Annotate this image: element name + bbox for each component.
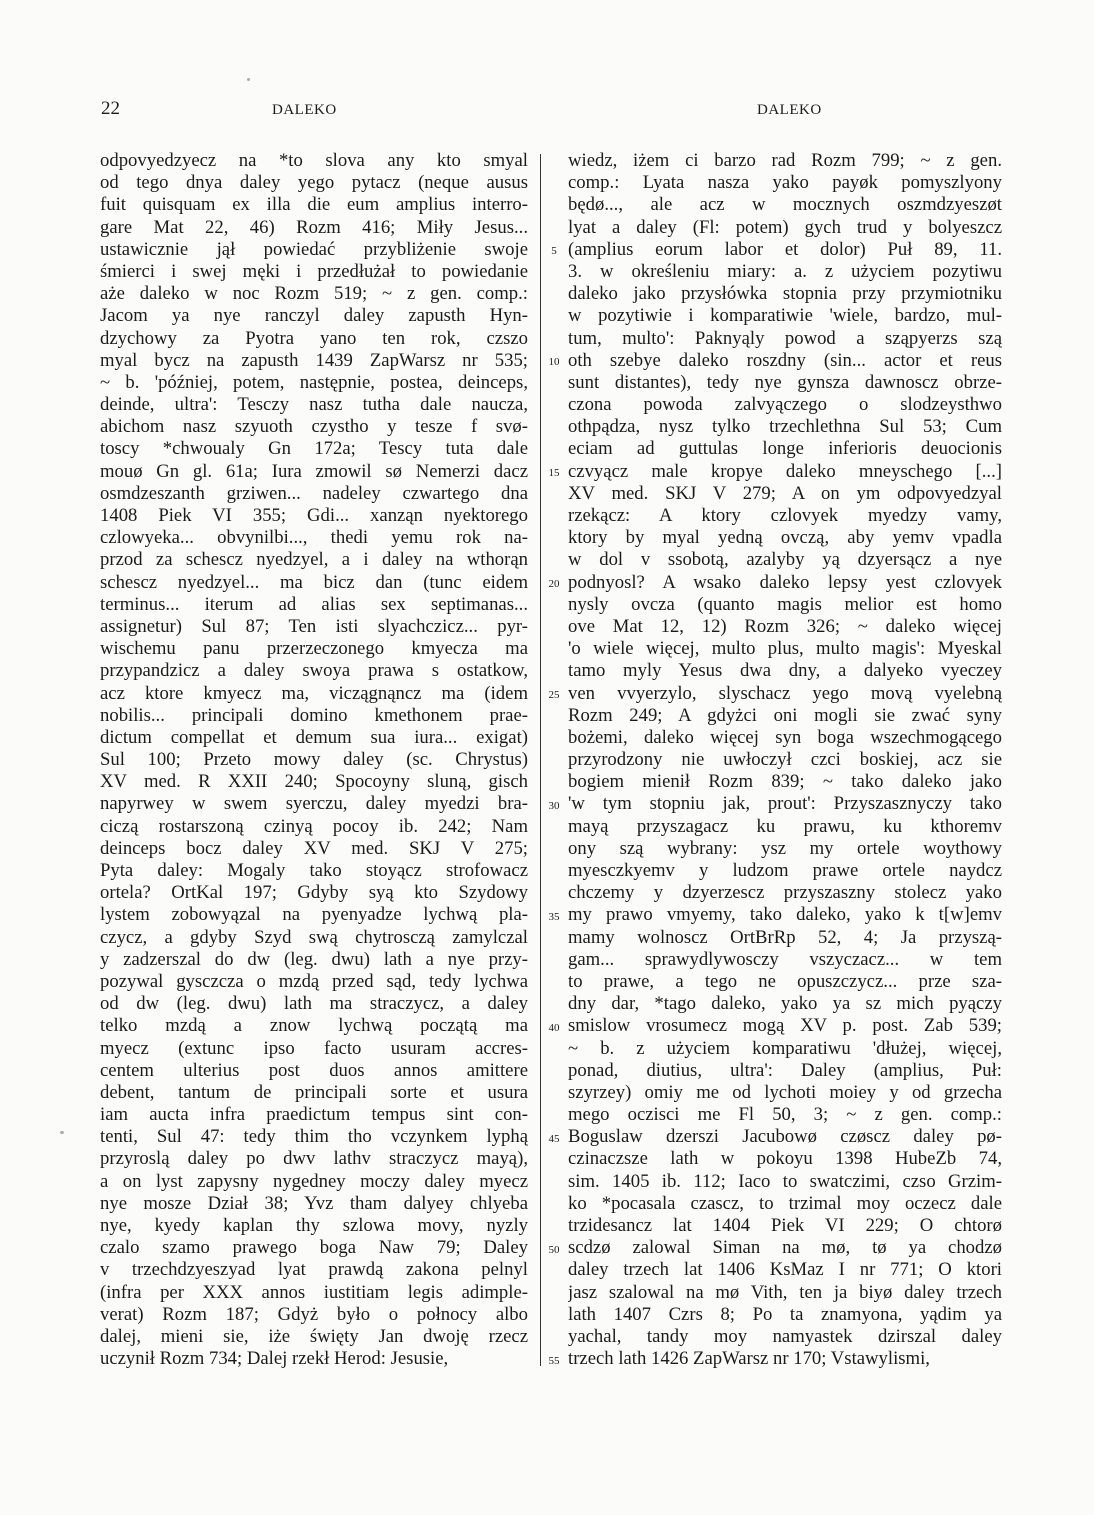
line-number: 35: [548, 910, 560, 923]
text-line: a on lyst zapysny nygedney moczy daley myecz: [100, 1170, 528, 1192]
text-line: smislow vrosumecz mogą XV p. post. Zab 539;: [568, 1015, 1002, 1037]
text-line: yachal, tandy moy namyastek dzirszal daley: [568, 1325, 1002, 1347]
text-line: czlowyeka... obvynilbi..., thedi yemu rok na-: [100, 527, 528, 549]
line-number: 15: [548, 466, 560, 479]
page-header: [0, 98, 1094, 128]
text-line: ony szą wybrany: ysz my ortele woythowy: [568, 837, 1002, 859]
text-line: lath 1407 Czrs 8; Po ta znamyona, yądim ya: [568, 1303, 1002, 1325]
text-line: my prawo vmyemy, tako daleko, yako k t[w]emv: [568, 904, 1002, 926]
text-line: verat) Rozm 187; Gdyż było o połnocy albo: [100, 1303, 528, 1325]
line-number: 45: [548, 1132, 560, 1145]
text-line: dny dar, *tago daleko, yako ya sz mich pyączy: [568, 993, 1002, 1015]
text-line: uczynił Rozm 734; Dalej rzekł Herod: Jesusie,: [100, 1348, 449, 1370]
text-line: wischemu panu przerzeczonego kmyecza ma: [100, 638, 528, 660]
text-line: 1408 Piek VI 355; Gdi... xanząn nyektorego: [100, 505, 528, 526]
text-line: to prawe, a tego ne opuszczycz... prze sza-: [568, 970, 1002, 992]
text-line: lyat a daley (Fl: potem) gych trud y bolyeszcz: [568, 216, 1002, 238]
text-line: comp.: Lyata nasza yako payøk pomyszlyony: [568, 172, 1002, 194]
text-line: osmdzeszanth grziwen... nadeley czwartego dna: [100, 482, 528, 504]
line-number: 30: [548, 799, 560, 812]
text-line: Rozm 249; A gdyżci oni mogli sie zwać syny: [568, 704, 1002, 726]
text-line: acz ktore kmyecz ma, viczągnąncz ma (idem: [100, 682, 528, 704]
text-line: przod za schescz nyedzyel, a i daley na wthorąn: [100, 549, 528, 571]
text-line: odpovyedzyecz na *to slova any kto smyal: [100, 150, 528, 171]
line-number: 40: [548, 1021, 560, 1034]
text-line: Boguslaw dzerszi Jacubowø czøscz daley pø-: [568, 1126, 1002, 1148]
text-line: debent, tantum de principali sorte et usura: [100, 1081, 528, 1103]
text-line: daleko jako przysłówka stopnia przy przymiotniku: [568, 283, 1002, 305]
text-line: pozywal gysczcza o mzdą przed sąd, tedy lychwa: [100, 970, 528, 992]
text-line: Pyta daley: Mogaly tako stoyącz strofowacz: [100, 860, 528, 881]
line-number: 5: [551, 244, 557, 257]
text-line: v trzechdzyeszyad lyat prawdą zakona pelnyl: [100, 1259, 528, 1281]
page-number: 22: [101, 98, 120, 119]
text-line: 'o wiele więcej, multo plus, multo magis': Myeskal: [568, 638, 1002, 660]
text-line: fuit quisquam ex illa die eum amplius interro-: [100, 194, 528, 216]
text-line: bożemi, daleko więcej syn boga wszechmogącego: [568, 726, 1002, 748]
text-line: czona powoda zalvyączego o slodzeysthwo: [568, 394, 1002, 416]
text-line: trzech lath 1426 ZapWarsz nr 170; Vstawylismi,: [568, 1348, 930, 1370]
text-line: podnyosl? A wsako daleko lepsy yest czlovyek: [568, 571, 1002, 593]
text-line: 3. w określeniu miary: a. z użyciem pozytiwu: [568, 260, 1002, 282]
text-line: scdzø zalowal Siman na mø, tø ya chodzø: [568, 1237, 1002, 1259]
text-line: przyroslą daley po dwv lathv straczycz mayą),: [100, 1148, 528, 1170]
column-divider: [540, 154, 541, 1366]
running-head-right: DALEKO: [757, 102, 822, 118]
text-line: od dw (leg. dwu) lath ma straczycz, a daley: [100, 993, 528, 1015]
text-line: Sul 100; Przeto mowy daley (sc. Chrystus): [100, 749, 528, 771]
speck: [247, 78, 250, 81]
text-line: czalo szamo prawego boga Naw 79; Daley: [100, 1237, 528, 1259]
text-line: dalej, mieni sie, iże święty Jan dwoję rzecz: [100, 1325, 528, 1347]
text-line: eciam ad guttulas longe inferioris deuocionis: [568, 438, 1002, 460]
text-line: śmierci i swej męki i przedłużał to powiedanie: [100, 260, 528, 282]
text-line: ove Mat 12, 12) Rozm 326; ~ daleko więcej: [568, 615, 1002, 637]
text-line: przyrodzony nie uwłoczył czci boskiej, acz sie: [568, 749, 1002, 771]
text-line: Jacom ya nye ranczyl daley zapusth Hyn-: [100, 305, 528, 327]
text-line: czvyącz male kropye daleko mneyschego [...]: [568, 460, 1002, 482]
line-number: 20: [548, 577, 560, 590]
text-line: ustawicznie jął powiedać przybliżenie swoje: [100, 238, 528, 260]
text-line: nobilis... principali domino kmethonem prae-: [100, 704, 528, 726]
text-line: chczemy y dzyerzescz przyszaszny stolecz yako: [568, 882, 1002, 904]
text-line: oth szebye daleko roszdny (sin... actor et reus: [568, 349, 1002, 371]
text-line: dictum compellat et demum sua iura... exigat): [100, 726, 528, 748]
speck: [60, 1131, 64, 1134]
text-line: bogiem mienił Rozm 839; ~ tako daleko jako: [568, 771, 1002, 793]
text-line: iam aucta infra praedictum tempus sint con-: [100, 1104, 528, 1126]
text-line: deinceps bocz daley XV med. SKJ V 275;: [100, 837, 528, 859]
text-line: nye mosze Dział 38; Yvz tham dalyey chlyeba: [100, 1192, 528, 1214]
text-line: przypandzicz a daley swoya prawa s ostatkow,: [100, 660, 528, 682]
text-line: (amplius eorum labor et dolor) Puł 89, 11.: [568, 238, 1002, 260]
text-line: lystem zobowyązal na pyenyadze lychwą pla-: [100, 904, 528, 926]
left-column: [100, 150, 528, 1370]
text-line: mego oczisci me Fl 50, 3; ~ z gen. comp.:: [568, 1104, 1002, 1126]
text-line: 'w tym stopniu jak, prout': Przyszasznyczy tako: [568, 793, 1002, 815]
line-number: 25: [548, 688, 560, 701]
text-line: ponad, diutius, ultra': Daley (amplius, Puł:: [568, 1059, 1002, 1081]
text-line: sunt distantes), tedy nye gynsza dawnoscz obrze-: [568, 371, 1002, 393]
text-line: assignetur) Sul 87; Ten isti slyachczicz... pyr-: [100, 615, 528, 637]
text-line: mouø Gn gl. 61a; Iura zmowil sø Nemerzi dacz: [100, 460, 528, 482]
running-head-left: DALEKO: [272, 102, 337, 118]
text-line: w dol v ssobotą, azalyby yą dzyersącz a nye: [568, 549, 1002, 571]
text-line: myal bycz na zapusth 1439 ZapWarsz nr 535;: [100, 349, 528, 371]
text-line: gam... sprawydlywosczy vszyczacz... w tem: [568, 948, 1002, 970]
text-line: abichom nasz szyuoth czystho y tesze f svø-: [100, 416, 528, 438]
text-line: aże daleko w noc Rozm 519; ~ z gen. comp.:: [100, 283, 528, 305]
text-line: jasz szalowal na mø Vith, ten ja biyø daley trzech: [568, 1281, 1002, 1303]
text-line: trzidesancz lat 1404 Piek VI 229; O chtorø: [568, 1215, 1002, 1236]
text-line: tenti, Sul 47: tedy thim tho vczynkem lyphą: [100, 1126, 528, 1148]
text-line: gare Mat 22, 46) Rozm 416; Miły Jesus...: [100, 216, 528, 238]
right-column: [568, 150, 1002, 1370]
text-line: czycz, a gdyby Szyd swą chytrosczą zamylczal: [100, 926, 528, 948]
text-line: centem ulterius post duos annos amittere: [100, 1059, 528, 1081]
text-line: othpądza, nysz tylko trzechlethna Sul 53; Cum: [568, 416, 1002, 438]
text-line: dzychowy za Pyotra yano ten rok, czszo: [100, 327, 528, 349]
text-line: sim. 1405 ib. 112; Iaco to swatczimi, czso Grzim-: [568, 1170, 1002, 1192]
text-line: myecz (extunc ipso facto usuram accres-: [100, 1037, 528, 1059]
text-line: nye, kyedy kaplan thy szlowa movy, nyzly: [100, 1215, 528, 1236]
text-line: terminus... iterum ad alias sex septimanas...: [100, 593, 528, 615]
text-line: schescz nyedzyel... ma bicz dan (tunc eidem: [100, 571, 528, 593]
text-line: y zadzerszal do dw (leg. dwu) lath a nye przy-: [100, 948, 528, 970]
text-line: szyrzey) omiy me od lychoti moiey y od grzecha: [568, 1081, 1002, 1103]
text-line: mayą przyszagacz ku prawu, ku kthoremv: [568, 815, 1002, 837]
line-number: 10: [548, 355, 560, 368]
text-line: myesczkyemv y ludzom prawe ortele naydcz: [568, 860, 1002, 881]
text-line: tamo myly Yesus dwa dny, a dalyeko vyeczey: [568, 660, 1002, 682]
text-line: rzekącz: A ktory czlovyek myedzy vamy,: [568, 505, 1002, 526]
text-line: telko mzdą a znow lychwą początą ma: [100, 1015, 528, 1037]
text-line: toscy *chwoualy Gn 172a; Tescy tuta dale: [100, 438, 528, 460]
text-line: ~ b. z użyciem komparatiwu 'dłużej, więcej,: [568, 1037, 1002, 1059]
text-line: nysly ovcza (quanto magis melior est homo: [568, 593, 1002, 615]
text-line: deinde, ultra': Tesczy nasz tutha dale naucza,: [100, 394, 528, 416]
line-number: 50: [548, 1243, 560, 1256]
text-line: daley trzech lat 1406 KsMaz I nr 771; O ktori: [568, 1259, 1002, 1281]
text-line: XV med. R XXII 240; Spocoyny sluną, gisch: [100, 771, 528, 793]
text-line: XV med. SKJ V 279; A on ym odpovyedzyal: [568, 482, 1002, 504]
text-line: od tego dnya daley yego pytacz (neque ausus: [100, 172, 528, 194]
text-line: ortela? OrtKal 197; Gdyby syą kto Szydowy: [100, 882, 528, 904]
text-line: napyrwey w swem syerczu, daley myedzi bra-: [100, 793, 528, 815]
text-line: ko *pocasala czascz, to trzimal moy oczecz dale: [568, 1192, 1002, 1214]
text-line: w pozytiwie i komparatiwie 'wiele, bardzo, mul-: [568, 305, 1002, 327]
text-line: ciczą rostarszoną czinyą pocoy ib. 242; Nam: [100, 815, 528, 837]
line-number: 55: [548, 1354, 560, 1367]
text-line: mamy wolnoscz OrtBrRp 52, 4; Ja przyszą-: [568, 926, 1002, 948]
text-line: (infra per XXX annos iustitiam legis adimple-: [100, 1281, 528, 1303]
text-line: ~ b. 'później, potem, następnie, postea, deinceps,: [100, 371, 528, 393]
text-line: czinaczsze lath w pokoyu 1398 HubeZb 74,: [568, 1148, 1002, 1170]
text-line: będø..., ale acz w mocznych oszmdzyeszøt: [568, 194, 1002, 216]
text-line: ven vvyerzylo, slyschacz yego movą vyelebną: [568, 682, 1002, 704]
text-line: tum, multo': Paknyąly powod a sząpyerzs szą: [568, 327, 1002, 349]
text-line: wiedz, iżem ci barzo rad Rozm 799; ~ z gen.: [568, 150, 1002, 171]
text-line: ktory by myal yedną ovczą, aby yemv vpadla: [568, 527, 1002, 549]
